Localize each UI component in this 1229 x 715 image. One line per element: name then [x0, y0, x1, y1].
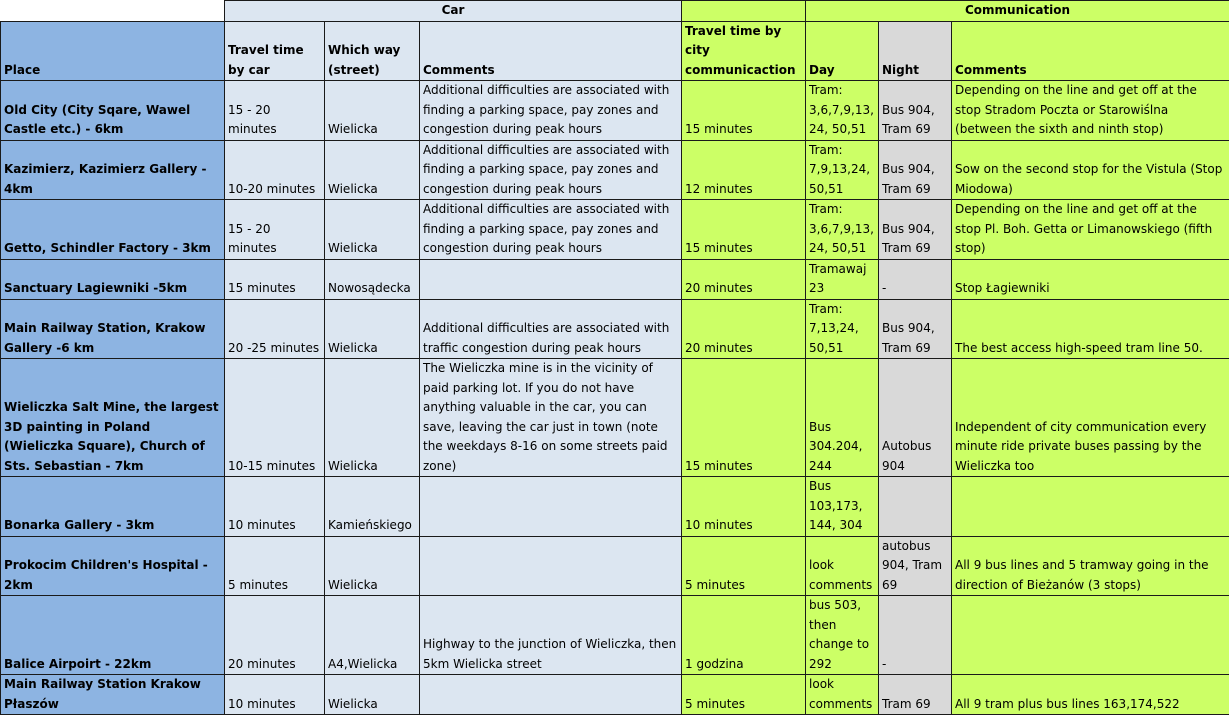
- car-time-cell: 10-20 minutes: [225, 140, 325, 200]
- group-header-communication: Communication: [806, 1, 1229, 22]
- place-cell: Bonarka Gallery - 3km: [1, 477, 225, 537]
- place-cell: Prokocim Children's Hospital - 2km: [1, 536, 225, 596]
- night-cell: Bus 904, Tram 69: [879, 140, 952, 200]
- car-time-cell: 20 minutes: [225, 596, 325, 675]
- day-cell: look comments: [806, 536, 879, 596]
- place-cell: Old City (City Sqare, Wawel Castle etc.) - 6km: [1, 81, 225, 141]
- car-time-cell: 10 minutes: [225, 477, 325, 537]
- night-cell: -: [879, 596, 952, 675]
- header-car-time: Travel time by car: [225, 21, 325, 81]
- header-night: Night: [879, 21, 952, 81]
- city-time-cell: 12 minutes: [682, 140, 806, 200]
- comm-comments-cell: The best access high-speed tram line 50.: [952, 299, 1229, 359]
- header-comm-comments: Comments: [952, 21, 1229, 81]
- table-row: [1, 81, 1229, 141]
- night-cell: Autobus 904: [879, 359, 952, 477]
- day-cell: Tram: 3,6,7,9,13, 24, 50,51: [806, 200, 879, 260]
- header-city-time: Travel time by city communicaction: [682, 21, 806, 81]
- car-comments-cell: [420, 536, 682, 596]
- comm-comments-cell: [952, 596, 1229, 675]
- table-row: [1, 675, 1229, 715]
- car-way-cell: Kamieńskiego: [325, 477, 420, 537]
- table-row: [1, 200, 1229, 260]
- place-cell: Balice Airpoirt - 22km: [1, 596, 225, 675]
- comm-comments-cell: Sow on the second stop for the Vistula (Stop Miodowa): [952, 140, 1229, 200]
- place-cell: Main Railway Station Krakow Płaszów: [1, 675, 225, 715]
- car-comments-cell: [420, 259, 682, 299]
- car-time-cell: 15 - 20 minutes: [225, 200, 325, 260]
- car-comments-cell: [420, 675, 682, 715]
- city-time-cell: 5 minutes: [682, 536, 806, 596]
- day-cell: Tramawaj 23: [806, 259, 879, 299]
- place-cell: Kazimierz, Kazimierz Gallery - 4km: [1, 140, 225, 200]
- car-comments-cell: Additional difficulties are associated with finding a parking space, pay zones and congestion during peak hours: [420, 140, 682, 200]
- header-car-way: Which way (street): [325, 21, 420, 81]
- city-time-cell: 15 minutes: [682, 200, 806, 260]
- city-time-cell: 5 minutes: [682, 675, 806, 715]
- table-row: [1, 359, 1229, 477]
- header-car-comments: Comments: [420, 21, 682, 81]
- car-comments-cell: Additional difficulties are associated with finding a parking space, pay zones and congestion during peak hours: [420, 81, 682, 141]
- car-time-cell: 10-15 minutes: [225, 359, 325, 477]
- car-time-cell: 10 minutes: [225, 675, 325, 715]
- comm-comments-cell: Stop Łagiewniki: [952, 259, 1229, 299]
- header-day: Day: [806, 21, 879, 81]
- car-time-cell: 20 -25 minutes: [225, 299, 325, 359]
- table-row: [1, 259, 1229, 299]
- place-cell: Main Railway Station, Krakow Gallery -6 km: [1, 299, 225, 359]
- car-way-cell: Wielicka: [325, 200, 420, 260]
- city-time-cell: 1 godzina: [682, 596, 806, 675]
- car-time-cell: 5 minutes: [225, 536, 325, 596]
- table-row: [1, 536, 1229, 596]
- comm-comments-cell: All 9 tram plus bus lines 163,174,522: [952, 675, 1229, 715]
- city-time-cell: 10 minutes: [682, 477, 806, 537]
- day-cell: Bus 304.204, 244: [806, 359, 879, 477]
- night-cell: Bus 904, Tram 69: [879, 299, 952, 359]
- car-comments-cell: Additional difficulties are associated with traffic congestion during peak hours: [420, 299, 682, 359]
- night-cell: [879, 477, 952, 537]
- car-way-cell: Nowosądecka: [325, 259, 420, 299]
- car-way-cell: Wielicka: [325, 81, 420, 141]
- column-header-row: [1, 21, 1229, 81]
- place-cell: Sanctuary Lagiewniki -5km: [1, 259, 225, 299]
- car-comments-cell: [420, 477, 682, 537]
- table-row: [1, 140, 1229, 200]
- comm-comments-cell: Depending on the line and get off at the stop Stradom Poczta or Starowiślna (between the sixth and ninth stop): [952, 81, 1229, 141]
- car-way-cell: A4,Wielicka: [325, 596, 420, 675]
- comm-comments-cell: Independent of city communication every minute ride private buses passing by the Wieliczka too: [952, 359, 1229, 477]
- table-row: [1, 299, 1229, 359]
- car-way-cell: Wielicka: [325, 536, 420, 596]
- header-blank-cell: [1, 1, 225, 22]
- day-cell: Tram: 7,13,24, 50,51: [806, 299, 879, 359]
- car-comments-cell: Additional difficulties are associated with finding a parking space, pay zones and congestion during peak hours: [420, 200, 682, 260]
- night-cell: Bus 904, Tram 69: [879, 200, 952, 260]
- comm-comments-cell: [952, 477, 1229, 537]
- place-cell: Getto, Schindler Factory - 3km: [1, 200, 225, 260]
- night-cell: autobus 904, Tram 69: [879, 536, 952, 596]
- day-cell: Bus 103,173, 144, 304: [806, 477, 879, 537]
- car-way-cell: Wielicka: [325, 675, 420, 715]
- car-comments-cell: Highway to the junction of Wieliczka, then 5km Wielicka street: [420, 596, 682, 675]
- night-cell: Bus 904, Tram 69: [879, 81, 952, 141]
- comm-comments-cell: Depending on the line and get off at the stop Pl. Boh. Getta or Limanowskiego (fifth stop): [952, 200, 1229, 260]
- comm-comments-cell: All 9 bus lines and 5 tramway going in the direction of Bieżanów (3 stops): [952, 536, 1229, 596]
- city-time-cell: 20 minutes: [682, 259, 806, 299]
- table-row: [1, 596, 1229, 675]
- day-cell: bus 503, then change to 292: [806, 596, 879, 675]
- city-time-cell: 20 minutes: [682, 299, 806, 359]
- city-time-cell: 15 minutes: [682, 81, 806, 141]
- place-cell: Wieliczka Salt Mine, the largest 3D painting in Poland (Wieliczka Square), Church of Sts. Sebastian - 7km: [1, 359, 225, 477]
- day-cell: Tram: 7,9,13,24, 50,51: [806, 140, 879, 200]
- night-cell: -: [879, 259, 952, 299]
- car-comments-cell: The Wieliczka mine is in the vicinity of paid parking lot. If you do not have anything valuable in the car, you can save, leaving the car just in town (note the weekdays 8-16 on some streets paid zone): [420, 359, 682, 477]
- city-time-cell: 15 minutes: [682, 359, 806, 477]
- car-time-cell: 15 minutes: [225, 259, 325, 299]
- header-place: Place: [1, 21, 225, 81]
- car-time-cell: 15 - 20 minutes: [225, 81, 325, 141]
- day-cell: Tram: 3,6,7,9,13, 24, 50,51: [806, 81, 879, 141]
- group-header-gap: [682, 1, 806, 22]
- car-way-cell: Wielicka: [325, 140, 420, 200]
- car-way-cell: Wielicka: [325, 299, 420, 359]
- day-cell: look comments: [806, 675, 879, 715]
- group-header-row: [1, 1, 1229, 22]
- table-row: [1, 477, 1229, 537]
- night-cell: Tram 69: [879, 675, 952, 715]
- group-header-car: Car: [225, 1, 682, 22]
- car-way-cell: Wielicka: [325, 359, 420, 477]
